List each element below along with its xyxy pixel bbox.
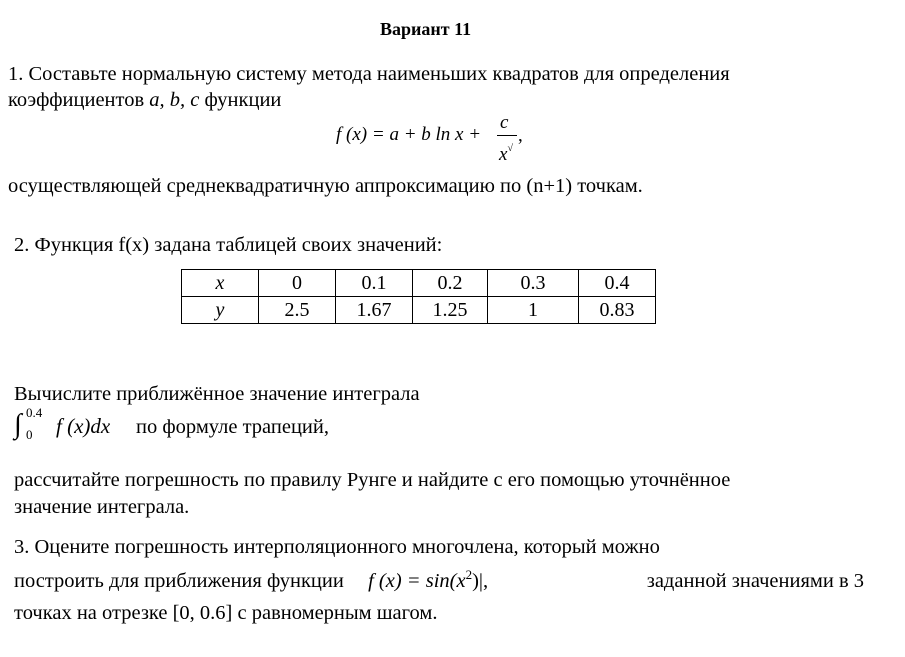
task2-intro: 2. Функция f(x) задана таблицей своих значений: xyxy=(14,234,443,256)
x-cell: 0.4 xyxy=(579,270,656,297)
task1-line1: 1. Составьте нормальную систему метода наименьших квадратов для определения xyxy=(8,63,730,85)
integral-lower-limit: 0 xyxy=(26,427,33,442)
y-cell: 2.5 xyxy=(259,297,336,324)
y-cell: 1.67 xyxy=(336,297,413,324)
y-cell: 1.25 xyxy=(413,297,488,324)
runge-line2: значение интеграла. xyxy=(14,496,190,518)
task3-interval: [0, 0.6] xyxy=(172,602,233,624)
formula-comma: , xyxy=(518,125,523,146)
formula-denominator: x√ xyxy=(499,143,513,165)
x-cell: 0 xyxy=(259,270,336,297)
task3-line3 xyxy=(14,601,438,625)
y-cell: 1 xyxy=(488,297,579,324)
task3-line1: 3. Оцените погрешность интерполяционного многочлена, который можно xyxy=(14,536,660,558)
task3-line2 xyxy=(14,569,864,595)
task2-compute: Вычислите приближённое значение интеграла xyxy=(14,383,420,405)
x-cell: 0.1 xyxy=(336,270,413,297)
formula-lhs: f (x) = a + b ln x + xyxy=(336,124,482,145)
task1-formula xyxy=(336,124,481,146)
task1-coeff-label: коэффициентов xyxy=(8,89,145,111)
fraction-bar xyxy=(497,135,517,136)
task3-given-text: заданной значениями в 3 xyxy=(646,570,864,592)
task3-function: f (x) = sin(x xyxy=(368,570,466,592)
table-row-x xyxy=(182,270,656,297)
row-label-y: y xyxy=(182,297,259,324)
coef-a: a, xyxy=(149,89,165,111)
x-cell: 0.2 xyxy=(413,270,488,297)
integrand: f (x)dx xyxy=(56,414,111,438)
row-label-x: x xyxy=(182,270,259,297)
integral-upper-limit: 0.4 xyxy=(26,405,43,420)
formula-den-exponent: √ xyxy=(507,143,513,154)
formula-numerator: c xyxy=(500,112,509,133)
task1-line2 xyxy=(8,88,281,112)
table-row-y xyxy=(182,297,656,324)
task1-function-word: функции xyxy=(204,89,282,111)
task3-step-text: с равномерным шагом. xyxy=(237,602,438,624)
x-cell: 0.3 xyxy=(488,270,579,297)
task3-exponent: 2 xyxy=(465,567,473,582)
task3-segment-text: точках на отрезке xyxy=(14,602,168,624)
integral-line xyxy=(14,405,534,443)
values-table xyxy=(181,269,656,324)
runge-line1: рассчитайте погрешность по правилу Рунге и найдите с его помощью уточнённое xyxy=(14,469,731,491)
coef-c: c xyxy=(190,89,200,111)
task3-function-close: )|, xyxy=(472,570,489,592)
task1-line3: осуществляющей среднеквадратичную аппроксимацию по (n+1) точкам. xyxy=(8,175,643,197)
page-title: Вариант 11 xyxy=(380,19,472,39)
coef-b: b, xyxy=(169,89,186,111)
y-cell: 0.83 xyxy=(579,297,656,324)
integration-method: по формуле трапеций, xyxy=(136,416,329,438)
task3-approx-text: построить для приближения функции xyxy=(14,570,344,592)
integral-sign-icon: ∫ xyxy=(14,409,22,440)
